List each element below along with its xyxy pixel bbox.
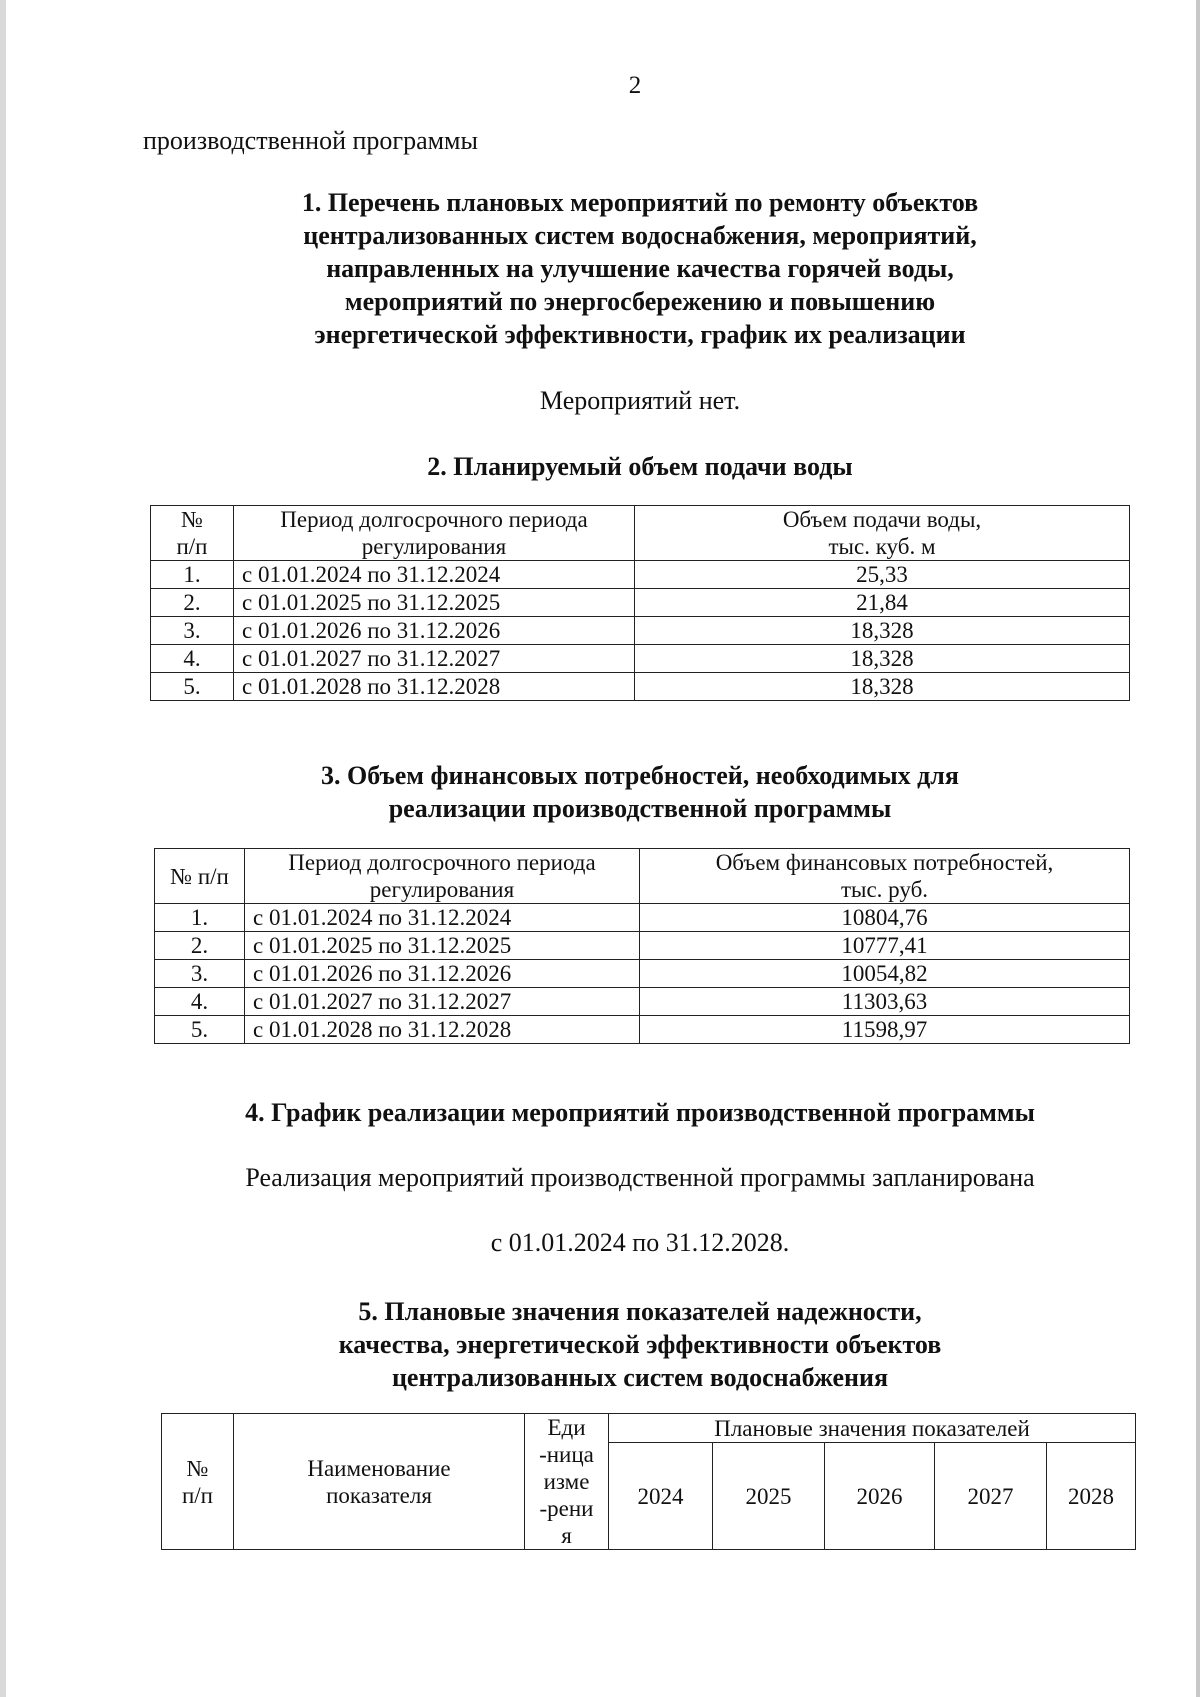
header-unit-line: изме (543, 1469, 590, 1494)
cell-value: 25,33 (635, 561, 1130, 589)
header-period-line: регулирования (369, 877, 515, 902)
cell-num: 2. (151, 589, 234, 617)
section3-title-line: реализации производственной программы (388, 794, 892, 823)
header-num-line: № (186, 1455, 209, 1481)
header-num (162, 1414, 234, 1550)
header-period-line: регулирования (361, 534, 507, 559)
cell-period: с 01.01.2025 по 31.12.2025 (245, 932, 640, 960)
cell-value: 11598,97 (640, 1016, 1130, 1044)
section5-title (160, 1295, 1120, 1394)
cell-period: с 01.01.2027 по 31.12.2027 (234, 645, 635, 673)
header-planned-values: Плановые значения показателей (609, 1414, 1136, 1443)
header-volume-line: тыс. куб. м (828, 534, 936, 559)
header-period-line: Период долгосрочного периода (280, 507, 588, 532)
table-row (155, 1016, 1130, 1044)
header-year: 2027 (935, 1443, 1047, 1550)
header-volume (635, 506, 1130, 561)
header-unit-line: -ница (539, 1442, 594, 1467)
header-unit-line: я (561, 1523, 572, 1548)
section1-note: Мероприятий нет. (539, 386, 741, 415)
header-unit-line: -рени (539, 1496, 594, 1521)
table-header-row (162, 1414, 1136, 1443)
financial-needs-table (154, 848, 1130, 1044)
table-row (155, 932, 1130, 960)
header-period (234, 506, 635, 561)
table-row (151, 617, 1130, 645)
scan-edge-left (0, 0, 6, 1697)
section1-title-line: направленных на улучшение качества горячей воды, (326, 254, 954, 283)
header-name-line: показателя (326, 1482, 432, 1508)
page-number: 2 (628, 72, 642, 99)
cell-value: 10054,82 (640, 960, 1130, 988)
cell-num: 4. (155, 988, 245, 1016)
header-year: 2026 (825, 1443, 935, 1550)
section3-title-line: 3. Объем финансовых потребностей, необходимых для (321, 761, 959, 790)
cell-num: 4. (151, 645, 234, 673)
header-year: 2024 (609, 1443, 713, 1550)
water-volume-table (150, 505, 1130, 701)
table-row (151, 589, 1130, 617)
cell-value: 10777,41 (640, 932, 1130, 960)
header-unit-line: Еди (547, 1415, 586, 1440)
cell-period: с 01.01.2027 по 31.12.2027 (245, 988, 640, 1016)
header-period (245, 849, 640, 904)
header-year: 2028 (1047, 1443, 1136, 1550)
header-num (151, 506, 234, 561)
table-row (151, 561, 1130, 589)
intro-text: производственной программы (143, 126, 478, 155)
table-row (151, 645, 1130, 673)
cell-num: 2. (155, 932, 245, 960)
cell-value: 11303,63 (640, 988, 1130, 1016)
cell-period: с 01.01.2028 по 31.12.2028 (245, 1016, 640, 1044)
section2-title: 2. Планируемый объем подачи воды (427, 452, 853, 481)
header-finance (640, 849, 1130, 904)
header-indicator-name (234, 1414, 525, 1550)
header-num-line: № (181, 507, 203, 532)
table-row (155, 960, 1130, 988)
table-row (155, 988, 1130, 1016)
header-num-line: п/п (181, 1482, 213, 1508)
section5-title-line: 5. Плановые значения показателей надежности, (358, 1297, 922, 1326)
cell-value: 18,328 (635, 617, 1130, 645)
cell-value: 18,328 (635, 645, 1130, 673)
cell-period: с 01.01.2028 по 31.12.2028 (234, 673, 635, 701)
table-header-row (151, 506, 1130, 561)
section5-title-line: централизованных систем водоснабжения (391, 1363, 889, 1392)
cell-num: 5. (151, 673, 234, 701)
cell-num: 5. (155, 1016, 245, 1044)
section1-title-line: энергетической эффективности, график их реализации (314, 320, 966, 349)
header-finance-line: Объем финансовых потребностей, (715, 850, 1054, 875)
header-finance-line: тыс. руб. (840, 877, 929, 902)
header-unit (525, 1414, 609, 1550)
cell-num: 1. (151, 561, 234, 589)
cell-period: с 01.01.2026 по 31.12.2026 (245, 960, 640, 988)
cell-num: 3. (155, 960, 245, 988)
header-year: 2025 (713, 1443, 825, 1550)
cell-value: 10804,76 (640, 904, 1130, 932)
cell-period: с 01.01.2024 по 31.12.2024 (245, 904, 640, 932)
cell-period: с 01.01.2024 по 31.12.2024 (234, 561, 635, 589)
header-num: № п/п (155, 849, 245, 904)
section1-title-line: мероприятий по энергосбережению и повышению (344, 287, 936, 316)
table-row (151, 673, 1130, 701)
section1-title (160, 186, 1120, 351)
section1-title-line: 1. Перечень плановых мероприятий по ремонту объектов (301, 188, 979, 217)
cell-num: 1. (155, 904, 245, 932)
section4-text-line1: Реализация мероприятий производственной программы запланирована (245, 1163, 1035, 1192)
section4-text-line2: с 01.01.2024 по 31.12.2028. (490, 1228, 790, 1257)
scan-edge-right (1196, 0, 1200, 1697)
table-row (155, 904, 1130, 932)
cell-period: с 01.01.2025 по 31.12.2025 (234, 589, 635, 617)
header-period-line: Период долгосрочного периода (288, 850, 596, 875)
indicators-table (161, 1413, 1136, 1550)
header-num-line: п/п (176, 534, 208, 559)
cell-num: 3. (151, 617, 234, 645)
table-header-row (155, 849, 1130, 904)
section5-title-line: качества, энергетической эффективности объектов (338, 1330, 942, 1359)
section3-title (160, 759, 1120, 825)
cell-value: 18,328 (635, 673, 1130, 701)
section1-title-line: централизованных систем водоснабжения, мероприятий, (303, 221, 977, 250)
section4-title: 4. График реализации мероприятий производственной программы (245, 1098, 1035, 1127)
header-volume-line: Объем подачи воды, (782, 507, 982, 532)
cell-period: с 01.01.2026 по 31.12.2026 (234, 617, 635, 645)
header-name-line: Наименование (307, 1455, 451, 1481)
cell-value: 21,84 (635, 589, 1130, 617)
